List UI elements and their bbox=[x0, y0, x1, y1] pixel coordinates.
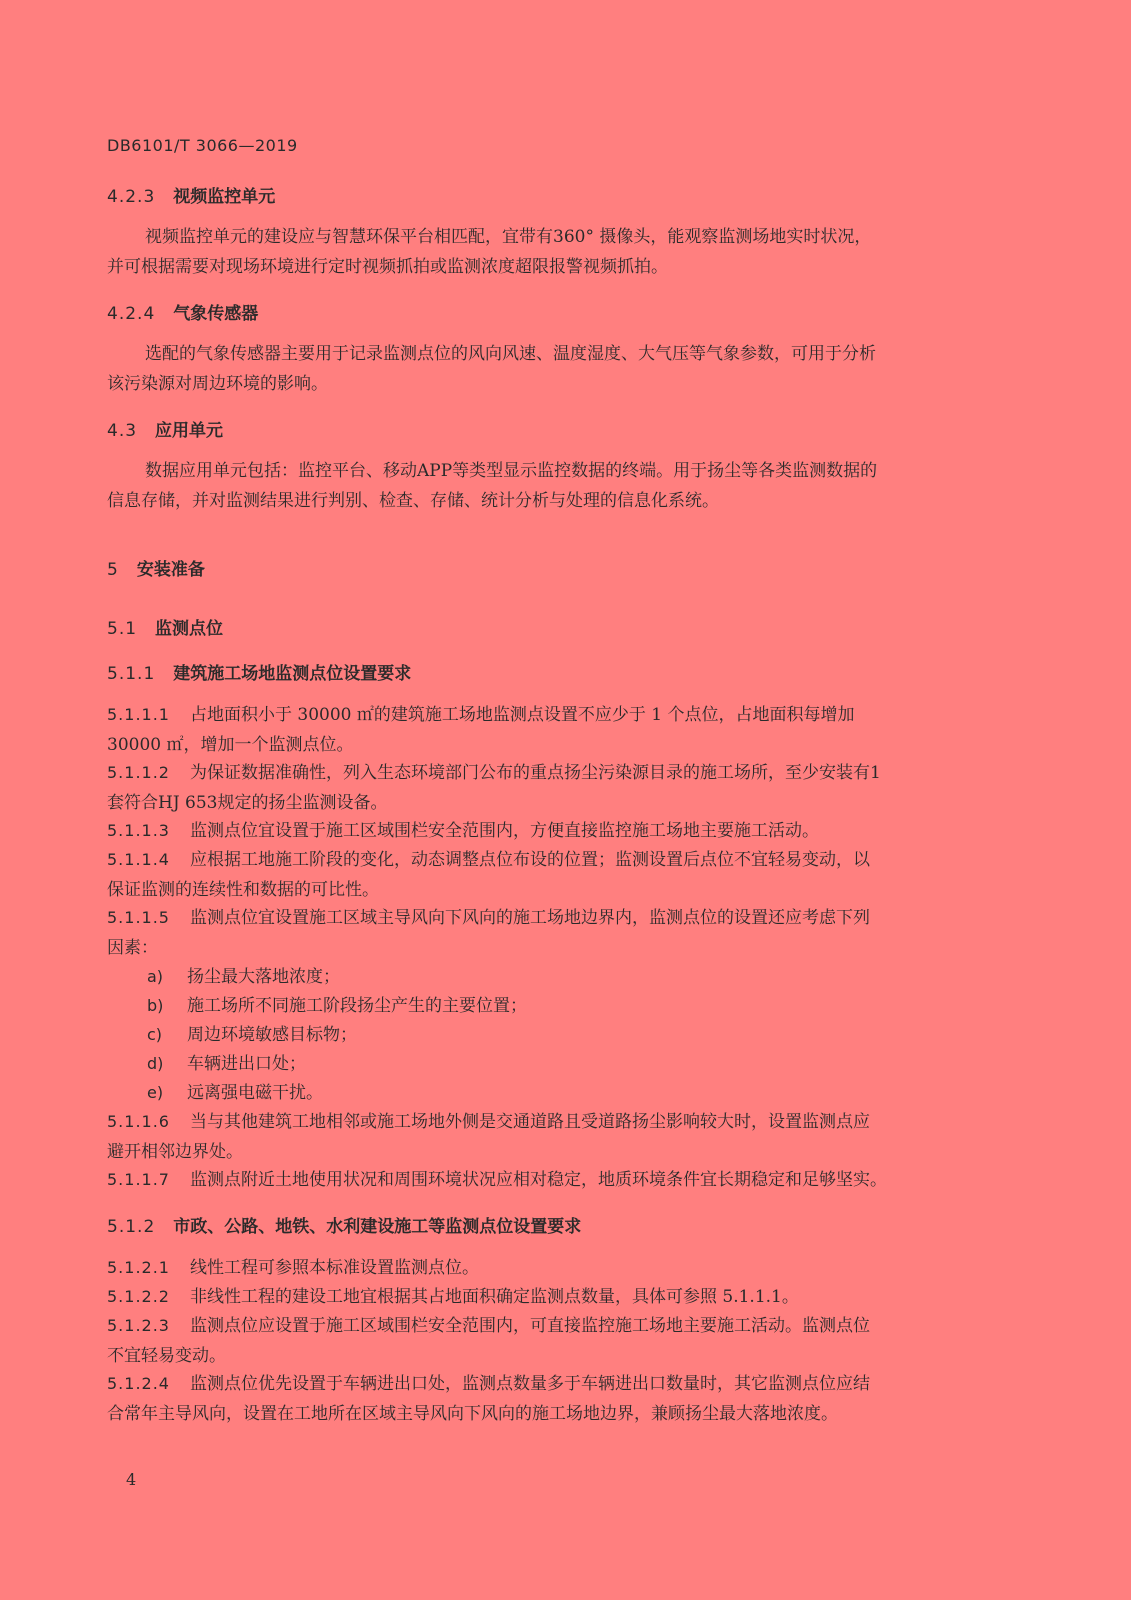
clause-5-1-1-7 bbox=[107, 1165, 999, 1195]
heading-number: 5.1.1 bbox=[107, 664, 156, 684]
clause-text: 占地面积小于 30000 ㎡的建筑施工场地监测点设置不应少于 1 个点位，占地面积每增加 bbox=[189, 705, 855, 725]
clause-number: 5.1.2.4 bbox=[107, 1374, 170, 1393]
list-text: 扬尘最大落地浓度； bbox=[187, 967, 340, 987]
clause-text: 应根据工地施工阶段的变化，动态调整点位布设的位置；监测设置后点位不宜轻易变动，以 bbox=[189, 850, 870, 870]
list-marker: c) bbox=[147, 1025, 163, 1044]
paragraph-line: 选配的气象传感器主要用于记录监测点位的风向风速、温度湿度、大气压等气象参数，可用于分析 bbox=[145, 344, 876, 364]
clause-number: 5.1.1.2 bbox=[107, 763, 170, 782]
heading-number: 5 bbox=[107, 560, 119, 580]
clause-5-1-2-3 bbox=[107, 1311, 999, 1371]
list-marker: b) bbox=[147, 996, 164, 1015]
list-text: 施工场所不同施工阶段扬尘产生的主要位置； bbox=[187, 996, 527, 1016]
heading-4-2-4 bbox=[107, 299, 258, 324]
list-marker: d) bbox=[147, 1054, 164, 1073]
heading-5-1 bbox=[107, 614, 223, 639]
heading-number: 4.2.3 bbox=[107, 187, 156, 207]
clause-number: 5.1.1.1 bbox=[107, 705, 170, 724]
paragraph-line: 信息存储，并对监测结果进行判别、检查、存储、统计分析与处理的信息化系统。 bbox=[107, 491, 719, 511]
list-item bbox=[147, 1020, 357, 1050]
heading-5 bbox=[107, 555, 205, 580]
clause-5-1-1-4 bbox=[107, 845, 999, 905]
heading-title: 建筑施工场地监测点位设置要求 bbox=[173, 664, 412, 684]
clause-number: 5.1.2.2 bbox=[107, 1287, 170, 1306]
clause-text: 避开相邻边界处。 bbox=[107, 1142, 243, 1162]
list-marker: a) bbox=[147, 967, 164, 986]
clause-number: 5.1.1.3 bbox=[107, 821, 170, 840]
clause-5-1-2-4 bbox=[107, 1369, 999, 1429]
clause-text: 为保证数据准确性，列入生态环境部门公布的重点扬尘污染源目录的施工场所，至少安装有1 bbox=[189, 763, 881, 783]
list-item bbox=[147, 1049, 306, 1079]
clause-5-1-2-2 bbox=[107, 1282, 999, 1312]
paragraph-line: 视频监控单元的建设应与智慧环保平台相匹配，宜带有360° 摄像头，能观察监测场地实时状况， bbox=[145, 227, 872, 247]
heading-title: 视频监控单元 bbox=[173, 187, 276, 207]
paragraph-4-2-4 bbox=[107, 339, 997, 399]
list-text: 周边环境敏感目标物； bbox=[187, 1025, 357, 1045]
list-item bbox=[147, 991, 527, 1021]
page-number: 4 bbox=[126, 1470, 137, 1489]
heading-number: 5.1 bbox=[107, 619, 138, 639]
list-item bbox=[147, 1078, 323, 1108]
document-id: DB6101/T 3066—2019 bbox=[107, 136, 298, 155]
paragraph-4-3 bbox=[107, 456, 997, 516]
clause-number: 5.1.2.1 bbox=[107, 1258, 170, 1277]
heading-title: 气象传感器 bbox=[173, 304, 259, 324]
paragraph-4-2-3 bbox=[107, 222, 997, 282]
clause-5-1-2-1 bbox=[107, 1253, 999, 1283]
clause-text: 合常年主导风向，设置在工地所在区域主导风向下风向的施工场地边界，兼顾扬尘最大落地浓度。 bbox=[107, 1404, 838, 1424]
clause-text: 当与其他建筑工地相邻或施工场地外侧是交通道路且受道路扬尘影响较大时，设置监测点应 bbox=[189, 1112, 870, 1132]
clause-text: 监测点位宜设置于施工区域围栏安全范围内，方便直接监控施工场地主要施工活动。 bbox=[189, 821, 819, 841]
clause-number: 5.1.1.4 bbox=[107, 850, 170, 869]
clause-text: 30000 ㎡，增加一个监测点位。 bbox=[107, 735, 354, 755]
heading-5-1-1 bbox=[107, 659, 411, 684]
clause-number: 5.1.2.3 bbox=[107, 1316, 170, 1335]
heading-number: 5.1.2 bbox=[107, 1217, 156, 1237]
heading-title: 安装准备 bbox=[136, 560, 205, 580]
paragraph-line: 该污染源对周边环境的影响。 bbox=[107, 374, 328, 394]
heading-title: 监测点位 bbox=[155, 619, 224, 639]
list-text: 远离强电磁干扰。 bbox=[187, 1083, 323, 1103]
clause-text: 监测点位优先设置于车辆进出口处，监测点数量多于车辆进出口数量时，其它监测点位应结 bbox=[189, 1374, 870, 1394]
clause-text: 因素： bbox=[107, 938, 158, 958]
clause-5-1-1-3 bbox=[107, 816, 999, 846]
list-marker: e) bbox=[147, 1083, 164, 1102]
heading-number: 4.2.4 bbox=[107, 304, 156, 324]
heading-5-1-2 bbox=[107, 1212, 581, 1237]
clause-text: 监测点位应设置于施工区域围栏安全范围内，可直接监控施工场地主要施工活动。监测点位 bbox=[189, 1316, 870, 1336]
clause-5-1-1-1 bbox=[107, 700, 999, 760]
heading-number: 4.3 bbox=[107, 421, 138, 441]
paragraph-line: 并可根据需要对现场环境进行定时视频抓拍或监测浓度超限报警视频抓拍。 bbox=[107, 257, 668, 277]
clause-text: 监测点附近土地使用状况和周围环境状况应相对稳定，地质环境条件宜长期稳定和足够坚实。 bbox=[189, 1170, 887, 1190]
clause-text: 保证监测的连续性和数据的可比性。 bbox=[107, 880, 379, 900]
clause-text: 线性工程可参照本标准设置监测点位。 bbox=[189, 1258, 479, 1278]
clause-number: 5.1.1.5 bbox=[107, 908, 170, 927]
clause-number: 5.1.1.7 bbox=[107, 1170, 170, 1189]
list-item bbox=[147, 962, 340, 992]
clause-number: 5.1.1.6 bbox=[107, 1112, 170, 1131]
paragraph-line: 数据应用单元包括：监控平台、移动APP等类型显示监控数据的终端。用于扬尘等各类监测数据的 bbox=[145, 461, 878, 481]
list-text: 车辆进出口处； bbox=[187, 1054, 306, 1074]
clause-5-1-1-6 bbox=[107, 1107, 999, 1167]
clause-text: 监测点位宜设置施工区域主导风向下风向的施工场地边界内，监测点位的设置还应考虑下列 bbox=[189, 908, 870, 928]
heading-title: 应用单元 bbox=[155, 421, 224, 441]
clause-text: 套符合HJ 653规定的扬尘监测设备。 bbox=[107, 793, 388, 813]
heading-title: 市政、公路、地铁、水利建设施工等监测点位设置要求 bbox=[173, 1217, 582, 1237]
heading-4-3 bbox=[107, 416, 223, 441]
clause-text: 不宜轻易变动。 bbox=[107, 1346, 226, 1366]
clause-5-1-1-2 bbox=[107, 758, 999, 818]
clause-text: 非线性工程的建设工地宜根据其占地面积确定监测点数量，具体可参照 5.1.1.1。 bbox=[189, 1287, 799, 1307]
clause-5-1-1-5 bbox=[107, 903, 999, 963]
heading-4-2-3 bbox=[107, 182, 275, 207]
